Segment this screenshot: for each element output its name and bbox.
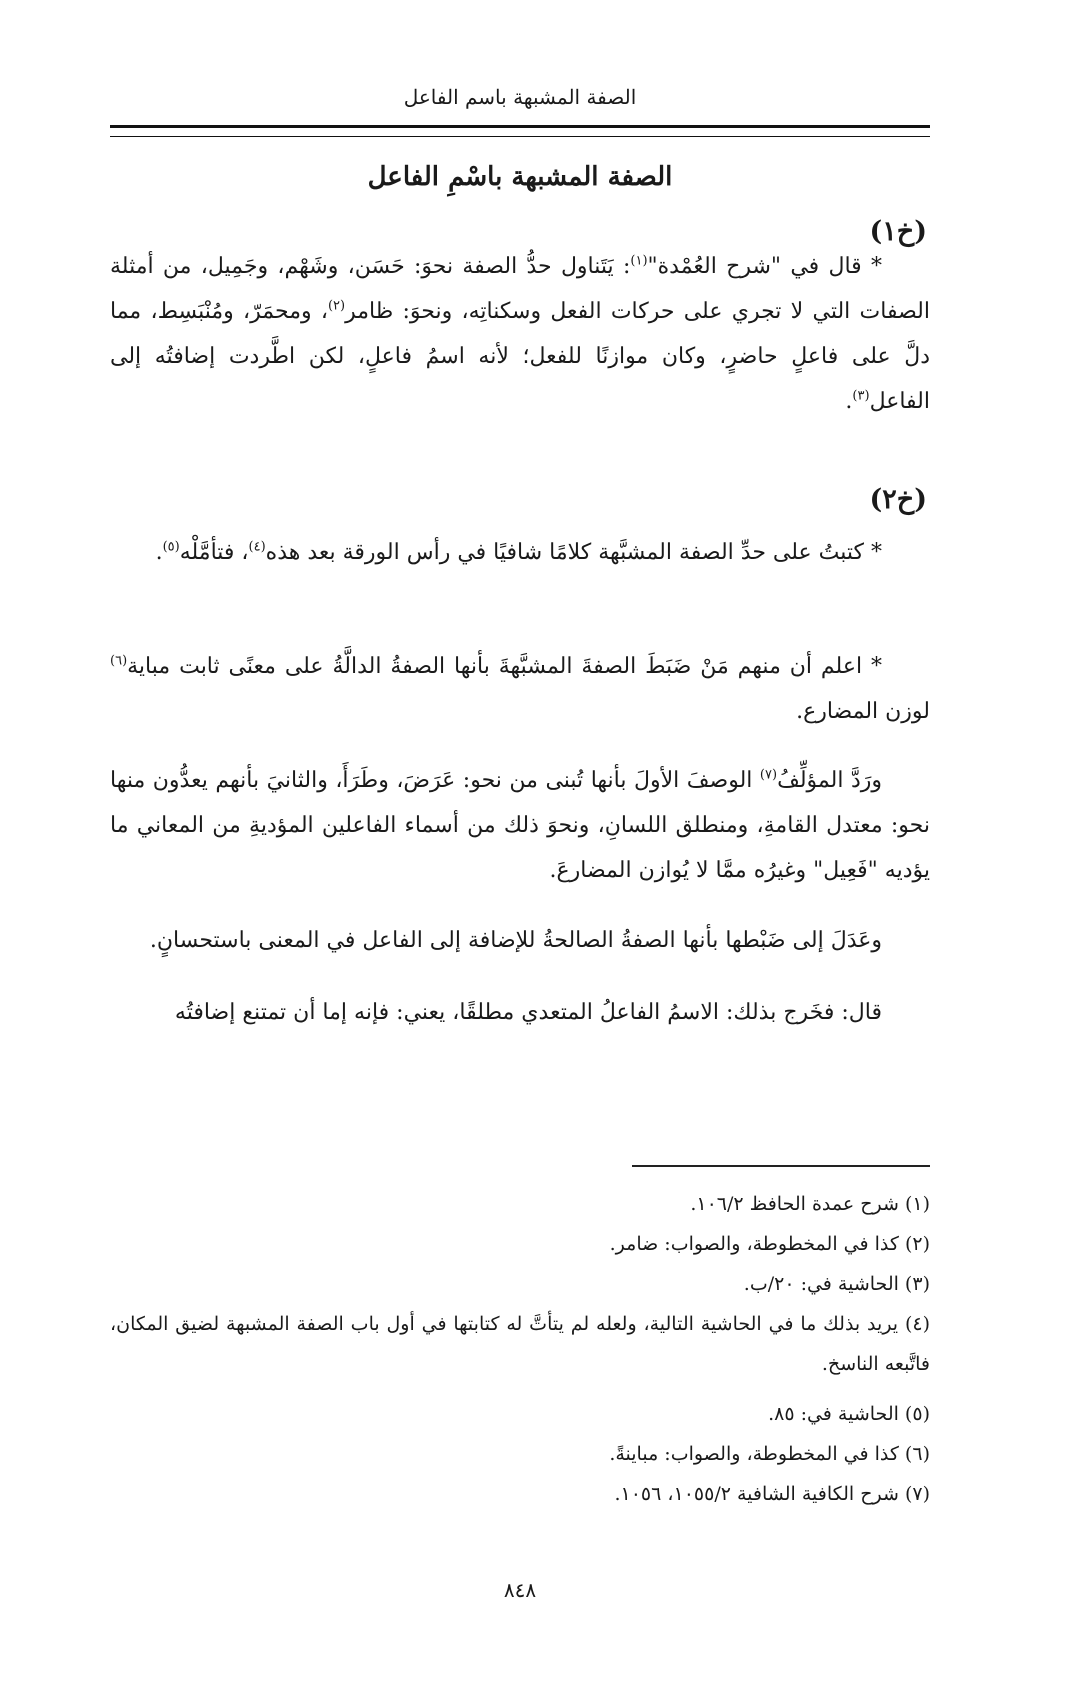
paragraph-3-text-a: * اعلم أن منهم مَنْ ضَبَطَ الصفةَ المشبَّهةَ بأنها الصفةُ الدالَّةُ على معنًى ثابت مباية	[127, 654, 882, 679]
footnote-5: (٥) الحاشية في: ٨٥.	[768, 1403, 930, 1425]
running-header: الصفة المشبهة باسم الفاعل	[403, 85, 637, 109]
header-rule-thick	[110, 125, 930, 128]
page-number: ٨٤٨	[503, 1578, 537, 1602]
footnote-4: (٤) يريد بذلك ما في الحاشية التالية، ولعله لم يتأتَّ له كتابتها في أول باب الصفة المشبهة لضيق المكان، فاتَّبعه الناسخ.	[110, 1313, 930, 1375]
footnote-3: (٣) الحاشية في: ٢٠/ب.	[743, 1273, 930, 1295]
footnote-1: (١) شرح عمدة الحافظ ١٠٦/٢.	[690, 1193, 930, 1215]
paragraph-1-text-c: ، ومحمَرّ، ومُنْبَسِط، مما دلَّ على فاعلٍ حاضرٍ، وكان موازنًا للفعل؛ لأنه اسمُ فاعلٍ، لكن اطَّردت إضافتُه إلى الفاعل	[110, 299, 930, 414]
paragraph-3	[110, 644, 930, 734]
paragraph-1-text-d: .	[845, 389, 853, 414]
paragraph-2	[110, 530, 930, 575]
paragraph-4-text-a: ورَدَّ المؤلِّفُ	[777, 768, 882, 793]
paragraph-2-text-a: * كتبتُ على حدِّ الصفة المشبَّهة كلامًا شافيًا في رأس الورقة بعد هذه	[265, 540, 882, 565]
footnote-ref-5[interactable]: (٥)	[162, 539, 180, 555]
footnote-ref-2[interactable]: (٢)	[327, 298, 346, 314]
footnote-ref-3[interactable]: (٣)	[852, 388, 870, 404]
paragraph-6: قال: فخَرج بذلك: الاسمُ الفاعلُ المتعدي مطلقًا، يعني: فإنه إما أن تمتنع إضافتُه	[174, 1000, 882, 1025]
footnote-ref-7[interactable]: (٧)	[759, 767, 778, 783]
section-label-kh2: (خ٢)	[869, 484, 927, 515]
paragraph-1-text-a: * قال في "شرح العُمْدة"	[647, 254, 882, 279]
paragraph-5: وعَدَلَ إلى ضَبْطها بأنها الصفةُ الصالحةُ للإضافة إلى الفاعل في المعنى باستحسانٍ.	[149, 928, 882, 953]
footnote-6: (٦) كذا في المخطوطة، والصواب: مباينةً.	[609, 1443, 930, 1465]
paragraph-2-text-c: .	[155, 540, 163, 565]
footnote-7: (٧) شرح الكافية الشافية ١٠٥٥/٢، ١٠٥٦.	[614, 1483, 930, 1505]
footnote-ref-6[interactable]: (٦)	[110, 653, 128, 669]
paragraph-2-text-b: ، فتأمَّلْه	[179, 540, 249, 565]
footnote-ref-4[interactable]: (٤)	[248, 539, 266, 555]
paragraph-1	[110, 244, 930, 424]
paragraph-4	[110, 758, 930, 893]
footnote-ref-1[interactable]: (١)	[630, 253, 648, 269]
chapter-title: الصفة المشبهة باسْمِ الفاعل	[367, 162, 673, 192]
header-rule-thin	[110, 136, 930, 137]
footnote-2: (٢) كذا في المخطوطة، والصواب: ضامر.	[609, 1233, 930, 1255]
paragraph-3-text-b: لوزن المضارع.	[796, 699, 930, 724]
footnote-separator	[632, 1165, 930, 1167]
paragraph-4-text-b: الوصفَ الأولَ بأنها تُبنى من نحو: عَرَضَ، وطَرَأَ، والثانيَ بأنهم يعدُّون منها نحو: معتدل القامةِ، ومنطلق اللسانِ، ونحوَ ذلك من أسماء الفاعلين المؤديةِ من المعاني ما يؤديه "فَعِيل" وغيرُه ممَّا لا يُوازن المضارعَ.	[110, 768, 930, 883]
paragraph-1-text-b: : يَتَناول حدُّ الصفة نحوَ: حَسَن، وشَهْم، وجَمِيل، من أمثلة الصفات التي لا تجري على حركات الفعل وسكناتِه، ونحوَ: ظامر	[110, 254, 930, 324]
section-label-kh1: (خ١)	[869, 216, 927, 247]
